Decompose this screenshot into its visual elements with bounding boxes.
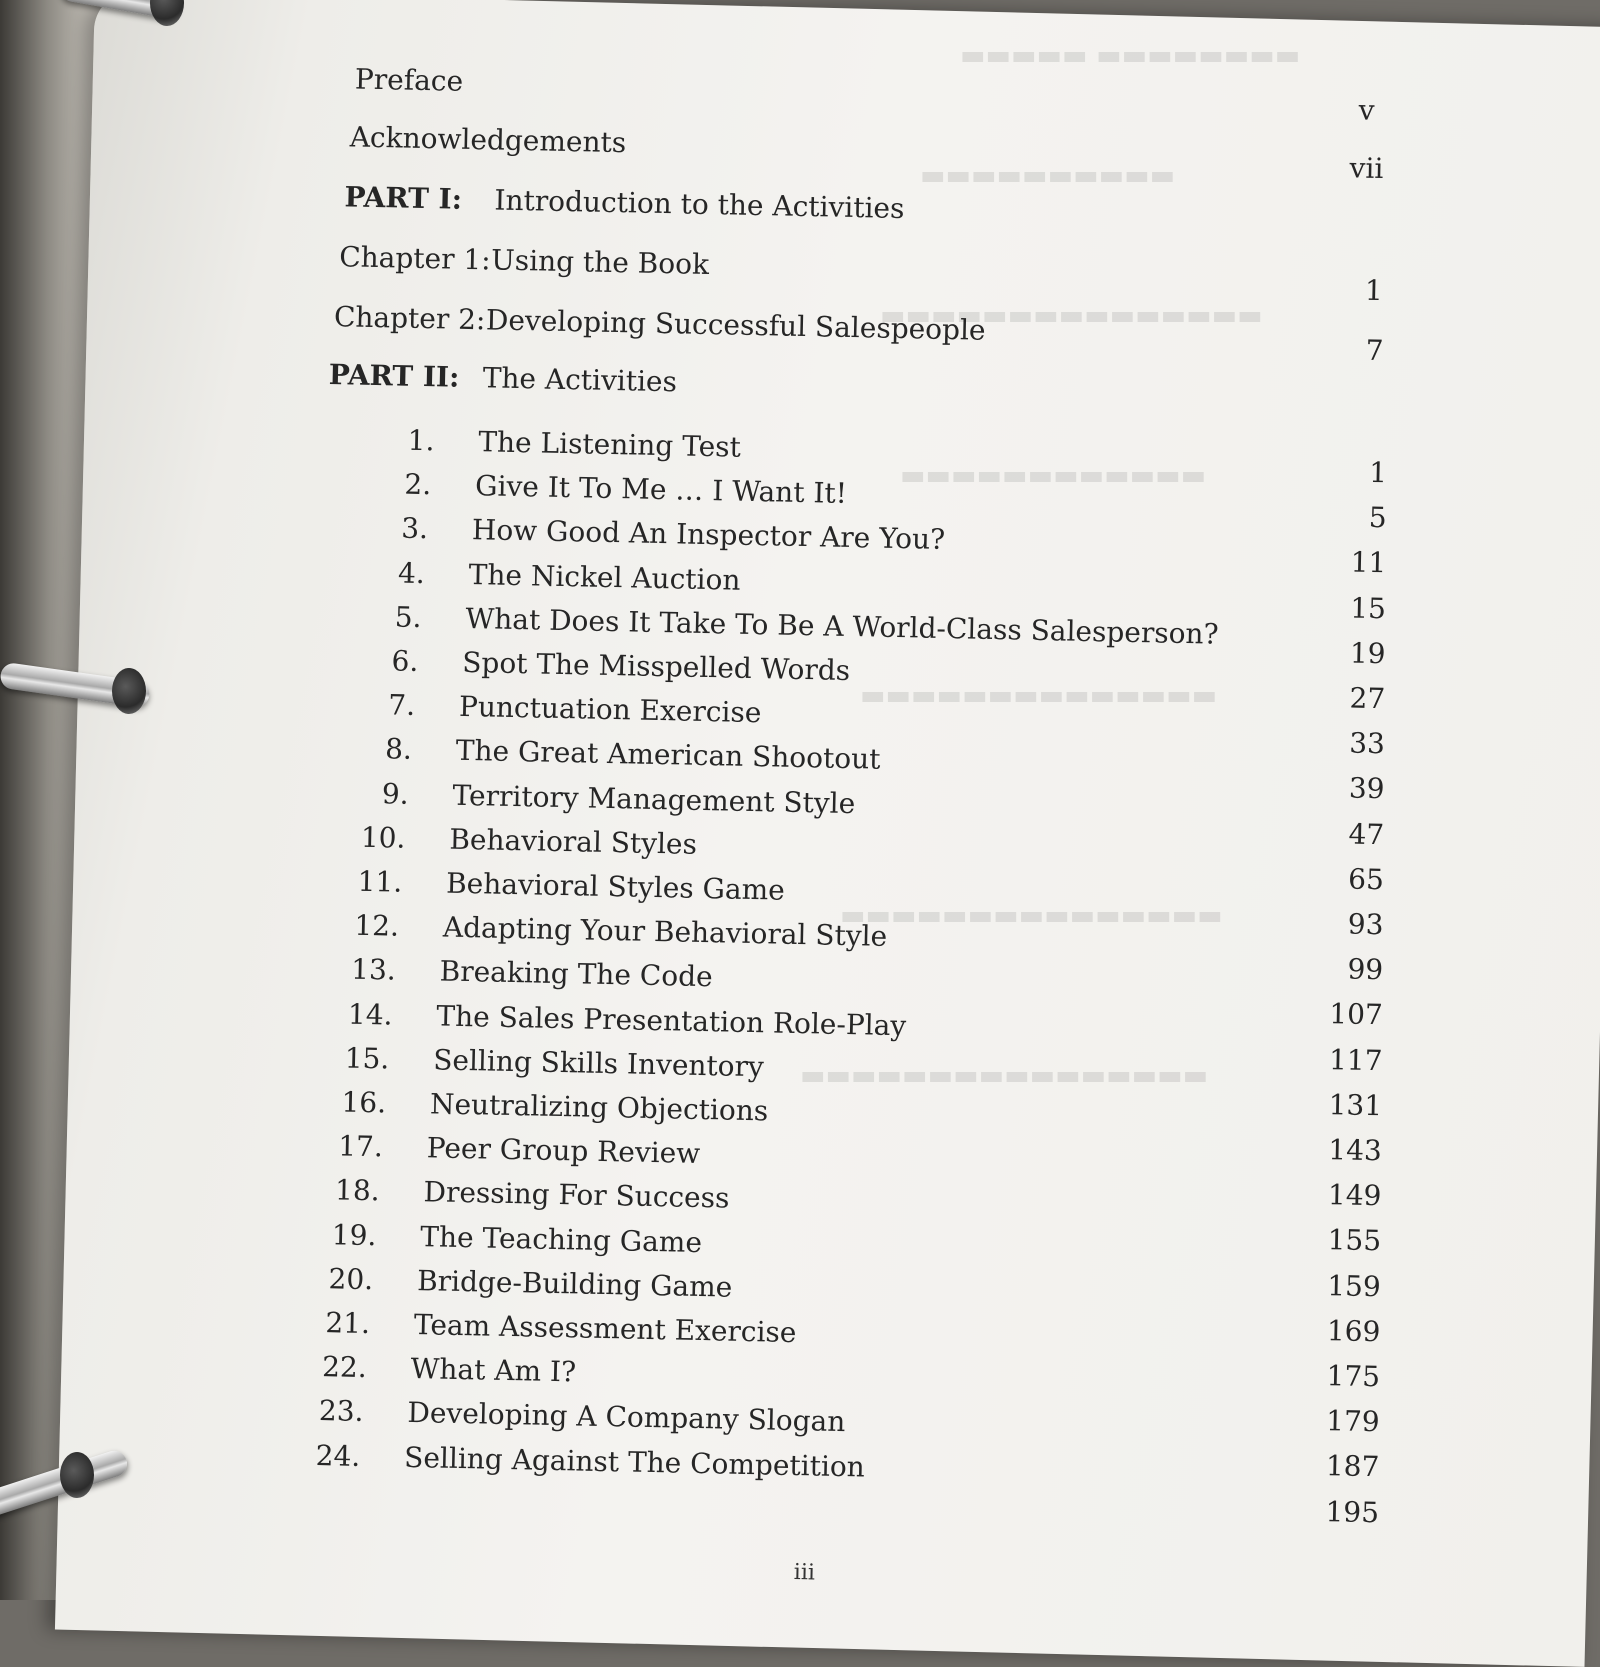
activity-page-number: 149 (1327, 1178, 1382, 1213)
activity-title: Punctuation Exercise (458, 690, 762, 730)
activity-page-number: 27 (1349, 681, 1386, 716)
activity-title: The Listening Test (478, 425, 742, 464)
activity-number: 9. (381, 776, 409, 811)
activity-number: 8. (384, 732, 413, 767)
activity-number: 1. (407, 423, 435, 458)
activity-page-number: 131 (1328, 1087, 1383, 1123)
activity-title: The Teaching Game (420, 1219, 703, 1259)
table-of-contents: Preface v Acknowledgements vii PART I: Introduction to the Activities Chapter 1: Using the Book 1 Chapter 2: Developing Successful Salespeople 7 PART II: The Activities 1. The Listening Test 1 2. Give It To Me … I Want It! 5 3. How Good An Inspector Are You? 11 4. The Nickel Auction 15 5. What Does It Take To Be A World-Class Salesperson? 19 6. Spot The Misspelled Words 27 7. Punctuation Exercise 33 8. The Great American Shootout 39 9. Territory Management Style 47 10. Behavioral Styles 65 11. Behavioral Styles Game 93 12. Adapting Your Behavioral Style 99 13. Breaking The Code 107 14. The Sales Presentation Role-Play 117 15. Selling Skills Inventory 131 16. Neutralizing Objections 143 17. Peer Group Review 149 18. Dressing For Success 155 19. The Teaching Game 159 20. Bridge-Building Game 169 21. Team Assessment Exercise 175 22. What Am I? 179 23. Developing A Company Slogan 187 24. Selling Against The Competition 195 iii (0, 0, 1600, 1617)
activity-number: 23. (318, 1394, 364, 1429)
activity-number: 19. (331, 1217, 377, 1252)
activity-page-number: 19 (1349, 636, 1386, 671)
activity-number: 11. (357, 864, 403, 899)
activity-number: 17. (337, 1129, 384, 1164)
activity-number: 13. (350, 953, 397, 987)
activity-title: Selling Skills Inventory (432, 1043, 765, 1084)
activity-page-number: 65 (1347, 862, 1385, 897)
activity-page-number: 47 (1348, 817, 1385, 851)
activity-page-number: 1 (1368, 455, 1388, 490)
activity-title: Give It To Me … I Want It! (474, 469, 848, 511)
activity-page-number: 93 (1347, 907, 1384, 942)
activity-number: 10. (360, 820, 406, 855)
toc-page-chapter-2: 7 (1365, 333, 1384, 368)
activity-number: 3. (400, 511, 429, 546)
activity-title: Developing A Company Slogan (407, 1396, 846, 1439)
activity-title: Behavioral Styles Game (445, 866, 786, 907)
activity-page-number: 5 (1368, 501, 1387, 535)
page-number-footer: iii (793, 1560, 816, 1586)
activity-title: Team Assessment Exercise (413, 1308, 797, 1350)
activity-title: Breaking The Code (439, 954, 713, 994)
activity-title: What Am I? (410, 1352, 577, 1389)
activity-page-number: 11 (1350, 545, 1387, 580)
activity-page-number: 179 (1325, 1404, 1381, 1439)
activity-number: 24. (315, 1438, 361, 1473)
activity-number: 2. (404, 467, 432, 502)
activity-title: Peer Group Review (426, 1131, 701, 1171)
activity-title: Territory Management Style (452, 778, 856, 820)
activity-title: The Nickel Auction (468, 557, 741, 597)
activity-page-number: 15 (1349, 591, 1387, 625)
activity-page-number: 33 (1348, 726, 1386, 761)
activity-title: The Sales Presentation Role-Play (436, 999, 907, 1042)
activity-number: 12. (354, 908, 400, 943)
activity-number: 21. (325, 1306, 371, 1341)
activity-title: The Great American Shootout (455, 734, 881, 777)
activity-page-number: 169 (1326, 1313, 1381, 1349)
activity-title: Bridge-Building Game (416, 1263, 733, 1304)
activity-page-number: 187 (1325, 1449, 1380, 1484)
activity-number: 14. (347, 997, 393, 1032)
activity-page-number: 117 (1328, 1042, 1383, 1077)
activity-number: 6. (391, 644, 419, 678)
activity-page-number: 159 (1326, 1268, 1382, 1303)
activity-title: How Good An Inspector Are You? (471, 513, 946, 557)
activity-title: Behavioral Styles (449, 822, 698, 861)
activity-number: 15. (344, 1041, 390, 1076)
activity-page-number: 143 (1327, 1133, 1383, 1168)
activity-title: Neutralizing Objections (429, 1087, 769, 1128)
activity-page-number: 155 (1327, 1223, 1382, 1258)
activity-number: 7. (388, 688, 416, 723)
activity-number: 16. (341, 1085, 387, 1120)
toc-page-preface: v (1358, 93, 1375, 127)
activity-title: Selling Against The Competition (403, 1440, 866, 1484)
activity-title: Spot The Misspelled Words (461, 645, 851, 688)
activity-number: 22. (321, 1350, 368, 1385)
toc-page-acknowledgements: vii (1349, 151, 1384, 186)
activity-title: Dressing For Success (423, 1175, 730, 1215)
activity-page-number: 175 (1326, 1359, 1381, 1394)
activity-page-number: 39 (1348, 771, 1385, 806)
toc-page-chapter-1: 1 (1364, 273, 1384, 308)
activity-number: 18. (334, 1173, 380, 1208)
activity-number: 4. (397, 556, 426, 590)
activity-title: Adapting Your Behavioral Style (442, 910, 888, 954)
activity-page-number: 107 (1329, 997, 1384, 1032)
activity-page-number: 99 (1347, 952, 1384, 987)
activity-number: 20. (328, 1262, 374, 1296)
activity-page-number: 195 (1325, 1494, 1380, 1529)
activity-number: 5. (394, 600, 422, 634)
activity-title: What Does It Take To Be A World-Class Salesperson? (465, 601, 1219, 651)
